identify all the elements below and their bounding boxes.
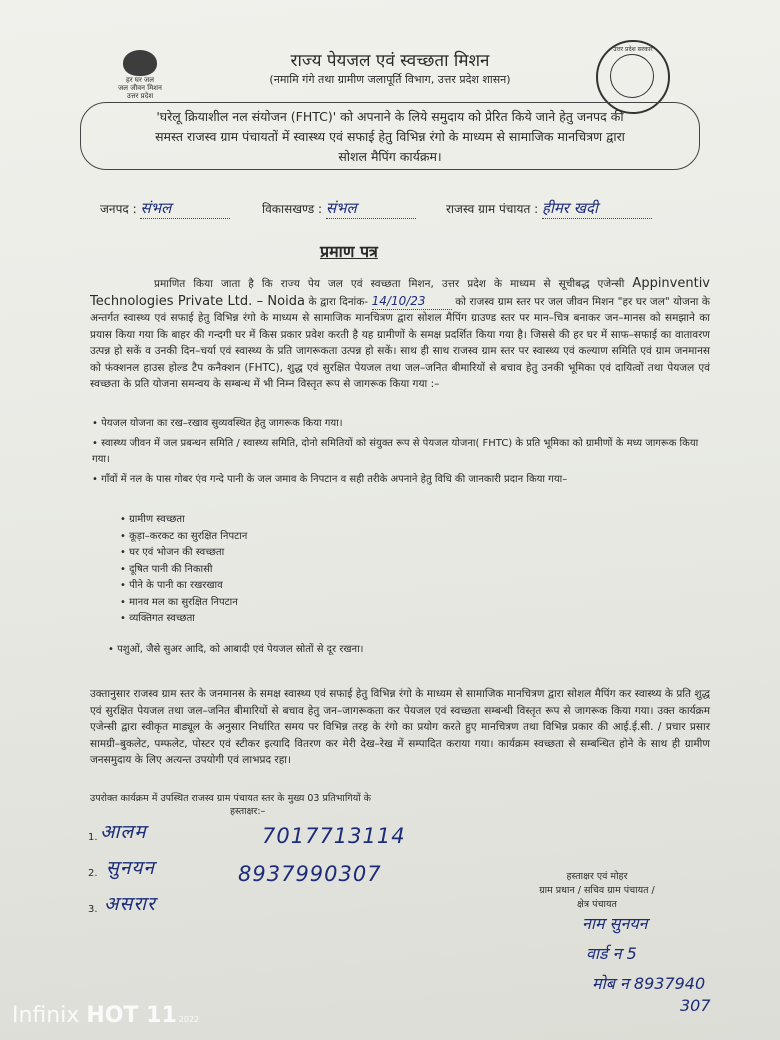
- logo-line-3: उत्तर प्रदेश: [126, 92, 154, 100]
- panchayat-value: हीमर खदी: [542, 198, 652, 219]
- panchayat-label: राजस्व ग्राम पंचायत :: [446, 202, 539, 216]
- certificate-paragraph: [90, 276, 710, 393]
- camera-model: HOT 11: [86, 1003, 177, 1028]
- bullet-text: पेयजल योजना का रख–रखाव सुव्यवस्थित हेतु जागरूक किया गया।: [101, 418, 343, 429]
- bullet-item: • गाँवों में नल के पास गोबर एंव गन्दे पानी के जल जमाव के निपटान व सही तरीके अपनाने हेतु विधि की जानकारी प्रदान किया गया–: [92, 474, 568, 485]
- program-line-1: 'घरेलू क्रियाशील नल संयोजन (FHTC)' को अपनाने के लिये समुदाय को प्रेरित किये जाने हेतु जनपद की: [156, 109, 624, 124]
- district-label: जनपद :: [100, 202, 137, 216]
- block-label: विकासखण्ड :: [262, 202, 323, 216]
- participant-number: 2.: [88, 868, 98, 879]
- certificate-title: प्रमाण पत्र: [320, 242, 378, 261]
- certificate-intro: प्रमाणित किया जाता है कि राज्य पेय जल एवं स्वच्छता मिशन, उत्तर प्रदेश के माध्यम से सूचीबद्ध एजेन्सी: [154, 278, 625, 290]
- camera-year: 2022: [178, 1015, 200, 1024]
- camera-brand: Infinix: [12, 1003, 80, 1028]
- block-field: [262, 198, 416, 219]
- participant-signature: असरार: [104, 893, 156, 915]
- sub-item: • कूड़ा–करकट का सुरक्षित निपटान: [120, 529, 247, 546]
- date-prefix: के द्वारा दिनांक-: [308, 295, 369, 308]
- stamp-name: नाम सुनयन: [582, 914, 648, 933]
- logo-line-1: हर घर जल: [126, 76, 154, 84]
- animals-text: पशुओं, जैसे सुअर आदि, को आबादी एवं पेयजल स्रोतों से दूर रखना।: [117, 644, 364, 655]
- agency-name: Appinventiv Technologies Private Ltd. – Noida: [90, 276, 711, 309]
- certificate-body: को राजस्व ग्राम स्तर पर जल जीवन मिशन "हर घर जल" योजना के अन्तर्गत स्वास्थ्य एवं सफाई हेतु विभिन्न रंगो के माध्यम से सामाजिक मानचित्रण द्वारा सोशल मैपिंग ग्राउण्ड स्तर पर मान–चित्र बनाकर जन–मानस को समझाने का प्रयास किया गया कि बाहर की गन्दगी घर में किस प्रकार प्रवेश करती है यह ग्रामीणों के समक्ष प्रदर्शित किया गया है। जिससे की हर घर में साफ–सफाई का वातावरण उत्पन्न हो सकें व उनकी दिन–चर्या एवं स्वास्थ्य के प्रति जागरूकता उत्पन्न हो सकें। साथ ही साथ राजस्व ग्राम स्तर पर स्वास्थ्य एवं कल्याण समिति एवं ग्राम जनमानस को फंक्शनल हाउस होल्ड टैप कनैक्शन (FHTC), शुद्ध एवं सुरक्षित पेयजल तथा जल–जनित बीमारियों से बचाव हेतु उनकी भूमिका एवं दायित्वों तथा पेयजल एवं स्वच्छता के प्रति योजना समन्वय के सम्बन्ध में भी निम्न विस्तृत रूप से जागरूक किया गया :–: [90, 295, 710, 390]
- signatory-line-1: हस्ताक्षर एवं मोहर: [566, 871, 628, 882]
- bullet-list: [92, 416, 702, 488]
- sub-item-list: [120, 512, 247, 628]
- har-ghar-jal-logo: [110, 50, 170, 100]
- participants-intro: [90, 792, 710, 818]
- water-drop-icon: [123, 50, 157, 76]
- participant-phone: 8937990307: [238, 862, 382, 886]
- panchayat-field: [446, 198, 652, 219]
- sub-item: • व्यक्तिगत स्वच्छता: [120, 611, 247, 628]
- program-line-3: सोशल मैपिंग कार्यक्रम।: [338, 149, 442, 164]
- district-field: [100, 198, 230, 219]
- mission-subtitle: (नमामि गंगे तथा ग्रामीण जलापूर्ति विभाग, उत्तर प्रदेश शासन): [269, 73, 511, 86]
- bullet-item: • पेयजल योजना का रख–रखाव सुव्यवस्थित हेतु जागरूक किया गया।: [92, 418, 343, 429]
- signatory-line-3: क्षेत्र पंचायत: [577, 899, 617, 910]
- sub-item: • घर एवं भोजन की स्वच्छता: [120, 545, 247, 562]
- sub-item: • पीने के पानी का रखरखाव: [120, 578, 247, 595]
- bullet-item: • स्वास्थ्य जीवन में जल प्रबन्धन समिति / स्वास्थ्य समिति, दोनो समितियों को संयुक्त रूप से पेयजल योजना( FHTC) के प्रति भूमिका को ग्रामीणों के मध्य जागरूक किया गया।: [92, 438, 699, 465]
- program-date: 14/10/23: [372, 293, 452, 311]
- signatory-block: [512, 870, 682, 912]
- program-title-box: [80, 102, 700, 170]
- district-value: संभल: [140, 198, 230, 219]
- seal-emblem-icon: [610, 54, 654, 98]
- closing-paragraph: उक्तानुसार राजस्व ग्राम स्तर के जनमानस के समक्ष स्वास्थ्य एवं सफाई हेतु विभिन्न रंगो के माध्यम से सामाजिक मानचित्रण द्वारा सोशल मैपिंग कर स्वास्थ्य के प्रति शुद्ध एवं सुरक्षित पेयजल तथा जल–जनित बीमारियों से बचाव हेतु जन–जागरूकता कर पेयजल एवं स्वच्छता सम्बन्धी विस्तृत रूप से जागरूक किया गया। उक्त कार्यक्रम एजेन्सी द्वारा स्वीकृत माड्यूल के अनुसार निर्धारित समय पर विभिन्न तरह के रंगो का प्रयोग करते हुए मानचित्रण तथा विभिन्न प्रकार की आई.ई.सी. / प्रचार प्रसार सामग्री–बुकलेट, पम्फलेट, पोस्टर एवं स्टीकर इत्यादि वितरण कर मेरी देख–रेख में सम्पादित कराया गया। कार्यक्रम स्वच्छता से सम्बन्धित होने के साथ ही ग्रामीण जनसमुदाय के लिए अत्यन्त उपयोगी एवं लाभप्रद रहा।: [90, 688, 710, 766]
- sub-item: • दूषित पानी की निकासी: [120, 562, 247, 579]
- participant-row: [88, 904, 98, 915]
- participant-row: [88, 868, 98, 879]
- participant-row: [88, 832, 98, 843]
- participant-phone: 7017713114: [262, 824, 406, 848]
- sub-item: • ग्रामीण स्वच्छता: [120, 512, 247, 529]
- participants-sig-label: हस्ताक्षर:–: [230, 806, 266, 817]
- participant-number: 3.: [88, 904, 98, 915]
- mission-title: राज्य पेयजल एवं स्वच्छता मिशन: [290, 51, 490, 71]
- seal-text: उत्तर प्रदेश सरकार: [613, 46, 653, 53]
- participants-intro-text: उपरोक्त कार्यक्रम में उपस्थित राजस्व ग्राम पंचायत स्तर के मुख्य 03 प्रतिभागियों के: [90, 793, 371, 804]
- participant-signature: आलम: [100, 821, 147, 843]
- participant-signature: सुनयन: [106, 857, 155, 879]
- program-line-2: समस्त राजस्व ग्राम पंचायतों में स्वास्थ्य एवं सफाई हेतु विभिन्न रंगो के माध्यम से सामाजिक मानचित्रण द्वारा: [155, 129, 625, 144]
- block-value: संभल: [326, 198, 416, 219]
- signatory-line-2: ग्राम प्रधान / सचिव ग्राम पंचायत /: [539, 885, 655, 896]
- animals-line: • पशुओं, जैसे सुअर आदि, को आबादी एवं पेयजल स्रोतों से दूर रखना।: [108, 644, 364, 655]
- stamp-phone-end: 307: [680, 996, 711, 1015]
- sub-item: • मानव मल का सुरक्षित निपटान: [120, 595, 247, 612]
- bullet-text: गाँवों में नल के पास गोबर एंव गन्दे पानी के जल जमाव के निपटान व सही तरीके अपनाने हेतु विधि की जानकारी प्रदान किया गया–: [101, 474, 568, 485]
- participant-number: 1.: [88, 832, 98, 843]
- bullet-text: स्वास्थ्य जीवन में जल प्रबन्धन समिति / स्वास्थ्य समिति, दोनो समितियों को संयुक्त रूप से पेयजल योजना( FHTC) के प्रति भूमिका को ग्रामीणों के मध्य जागरूक किया गया।: [92, 438, 699, 465]
- logo-line-2: जल जीवन मिशन: [118, 84, 162, 92]
- camera-watermark: [12, 1003, 199, 1028]
- stamp-ward: वार्ड न 5: [586, 944, 637, 963]
- stamp-phone: मोब न 8937940: [592, 974, 706, 993]
